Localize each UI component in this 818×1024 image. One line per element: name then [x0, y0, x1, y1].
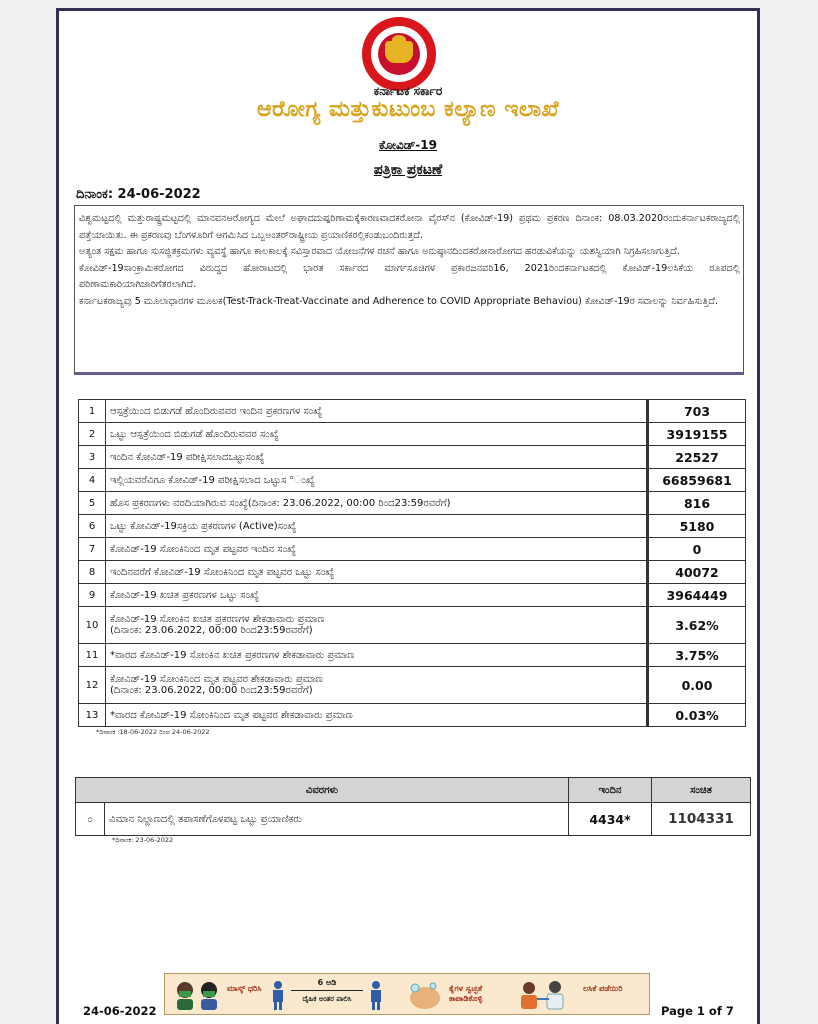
person-right-icon: [367, 980, 385, 1010]
row-label-line: ಆಸ್ಪತ್ರೆಯಿಂದ ಬಿಡುಗಡೆ ಹೊಂದಿರುವವರ ಇಂದಿನ ಪ್ರಕರಣಗಳ ಸಂಖ್ಯೆ: [110, 405, 323, 417]
row-number: 3: [79, 446, 106, 469]
person-left-icon: [269, 980, 287, 1010]
intro-paragraph: ಕೋವಿಡ್-19ಸಾಂಕ್ರಾಮಿಕರೋಗದ ವಿರುದ್ಧದ ಹೋರಾಟದಲ್ಲಿ ಭಾರತ ಸರ್ಕಾರದ ಮಾರ್ಗಸೂಚಿಗಳ ಪ್ರಕಾರಜನವರಿ16, 2021ರಿಂದಕರ್ನಾಟಕದಲ್ಲಿ ಕೋವಿಡ್-19ಲಸಿಕೆಯ ರೂಪದಲ್ಲಿ ಪರಿಣಾಮಕಾರಿಯಾಗಿಜಾರಿಗೆತರಲಾಗಿದೆ.: [79, 262, 740, 290]
table-row: [79, 561, 746, 584]
row-cumulative-value: 1104331: [652, 803, 751, 836]
table-row: [79, 704, 746, 727]
row-label: [106, 492, 648, 515]
row-number: 2: [79, 423, 106, 446]
row-value: 40072: [648, 561, 746, 584]
vaccination-icon: [515, 978, 575, 1012]
table-row: [79, 469, 746, 492]
row-number: 10: [79, 607, 106, 644]
row-label-line: *ವಾರದ ಕೋವಿಡ್-19 ಸೋಂಕಿನ ಖಚಿತ ಪ್ರಕರಣಗಳ ಶೇಕಡಾವಾರು ಪ್ರಮಾಣ: [110, 649, 355, 661]
row-value: 703: [648, 400, 746, 423]
row-number: ೦: [76, 803, 105, 836]
table-row: [79, 400, 746, 423]
row-label: [106, 400, 648, 423]
row-number: 8: [79, 561, 106, 584]
row-number: 6: [79, 515, 106, 538]
row-label-line: ಕೋವಿಡ್-19 ಸೋಂಕಿನಿಂದ ಮೃತ ಪಟ್ಟವರ ಇಂದಿನ ಸಂಖ್ಯೆ: [110, 543, 297, 555]
row-label: [106, 607, 648, 644]
covid-stats-table: [78, 399, 746, 727]
footer-date: 24-06-2022: [83, 1004, 157, 1018]
table-row: [79, 644, 746, 667]
row-value: 3.75%: [648, 644, 746, 667]
row-value: 3.62%: [648, 607, 746, 644]
intro-paragraph: ಕರ್ನಾಟಕರಾಜ್ಯವು 5 ಮೂಲಾಧಾರಗಳ ಮೂಲಕ(Test-Track-Treat-Vaccinate and Adherence to COVID Appropriate Behaviou) ಕೋವಿಡ್-19ರ ಸವಾಲನ್ನು ನಿರ್ವಹಿಸುತ್ತಿದೆ.: [79, 295, 719, 307]
row-label-line: ಕೋವಿಡ್-19 ಸೋಂಕಿನಿಂದ ಮೃತ ಪಟ್ಟವರ ಶೇಕಡಾವಾರು ಪ್ರಮಾಣ: [110, 674, 323, 685]
row-label-line: ಇಂದಿನ ಕೋವಿಡ್-19 ಪರೀಕ್ಷಿಸಲಾದಒಟ್ಟುಸಂಖ್ಯೆ: [110, 451, 265, 463]
table-row: [79, 607, 746, 644]
page-number: Page 1 of 7: [661, 1004, 734, 1018]
press-release-heading: ಪತ್ರಿಕಾ ಪ್ರಕಟಣೆ: [373, 162, 443, 178]
table-row: [79, 423, 746, 446]
row-today-value: 4434*: [569, 803, 652, 836]
row-number: 13: [79, 704, 106, 727]
distance-text: ದೈಹಿಕ ಅಂತರ ಪಾಲಿಸಿ: [302, 995, 352, 1003]
table-row: [79, 492, 746, 515]
row-value: 816: [648, 492, 746, 515]
row-label: [106, 561, 648, 584]
row-number: 12: [79, 667, 106, 704]
row-number: 9: [79, 584, 106, 607]
karnataka-emblem-icon: [362, 17, 436, 91]
row-value: 5180: [648, 515, 746, 538]
header-today: ಇಂದಿನ: [569, 778, 652, 803]
row-label: [106, 423, 648, 446]
row-value: 3919155: [648, 423, 746, 446]
row-label-line: (ದಿನಾಂಕ: 23.06.2022, 00:00 ರಿಂದ23:59ರವರೆಗೆ): [110, 685, 313, 696]
row-label: [106, 469, 648, 492]
header-cumulative: ಸಂಚಿತ: [652, 778, 751, 803]
row-number: 5: [79, 492, 106, 515]
travel-footnote: *ದಿನಾಂಕ: 23-06-2022: [112, 836, 174, 844]
table-row: [79, 515, 746, 538]
intro-box: [74, 205, 744, 375]
mask-text: ಮಾಸ್ಕ್ ಧರಿಸಿ: [227, 984, 262, 993]
mask-people-icon: [173, 980, 223, 1010]
row-label: [106, 584, 648, 607]
row-label-line: ಇಲ್ಲಿಯವರೆವಿಗೂ ಕೋವಿಡ್-19 ಪರೀಕ್ಷಿಸಲಾದ ಒಟ್ಟುಸ °ಂಖ್ಯೆ: [110, 474, 315, 486]
row-number: 4: [79, 469, 106, 492]
press-release-page: [56, 8, 760, 1024]
table-row: [79, 538, 746, 561]
table-row: [79, 667, 746, 704]
row-number: 11: [79, 644, 106, 667]
row-label-line: ಒಟ್ಟು ಕೋವಿಡ್-19ಸಕ್ರಿಯ ಪ್ರಕರಣಗಳ (Active)ಸಂಖ್ಯೆ: [110, 520, 297, 532]
row-number: 7: [79, 538, 106, 561]
row-label-line: ಕೋವಿಡ್-19 ಖಚಿತ ಪ್ರಕರಣಗಳ ಒಟ್ಟು ಸಂಖ್ಯೆ: [110, 589, 260, 601]
intro-paragraph: ವಿಶ್ವಮಟ್ಟದಲ್ಲಿ ಮತ್ತುರಾಷ್ಟ್ರಮಟ್ಟದಲ್ಲಿ ಮಾನವನಆರೋಗ್ಯದ ಮೇಲೆ ಅಘಾದದುಷ್ಪರಿಣಾಮಕ್ಕೆಕಾರಣವಾದಕರೋನಾ ವೈರಸ್‌ನ (ಕೋವಿಡ್-19) ಪ್ರಥಮ ಪ್ರಕರಣ ದಿನಾಂಕ: 08.03.2020ರಂದುಕರ್ನಾಟಕರಾಜ್ಯದಲ್ಲಿ ಪತ್ತೆಯಾಯಿತು. ಈ ಪ್ರಕರಣವು ಬೆಂಗಳೂರಿಗೆ ಆಗಮಿಸಿದ ಒಬ್ಬಅಂತರ್‌ರಾಷ್ಟ್ರೀಯ ಪ್ರಯಾಣಿಕರಲ್ಲಿಕಂಡುಬಂದಿರುತ್ತದೆ.: [79, 213, 740, 241]
header-details: ವಿವರಗಳು: [76, 778, 569, 803]
covid-heading: ಕೋವಿಡ್-19: [379, 138, 437, 152]
row-label-line: (ದಿನಾಂಕ: 23.06.2022, 00:00 ರಿಂದ23:59ರವರೆಗೆ): [110, 625, 313, 636]
distance-arrow-icon: [291, 990, 363, 991]
row-value: 0: [648, 538, 746, 561]
row-label: [106, 704, 648, 727]
row-label: [106, 446, 648, 469]
hand-hygiene-text: ಕೈಗಳ ಸ್ವಚ್ಛತೆ ಕಾಪಾಡಿಕೊಳ್ಳಿ: [449, 984, 483, 1003]
row-label-line: ಕೋವಿಡ್-19 ಸೋಂಕಿನ ಖಚಿತ ಪ್ರಕರಣಗಳ ಶೇಕಡಾವಾರು ಪ್ರಮಾಣ: [110, 614, 325, 625]
distance-label: 6 ಅಡಿ: [317, 978, 337, 987]
row-label-line: *ವಾರದ ಕೋವಿಡ್-19 ಸೋಂಕಿನಿಂದ ಮೃತ ಪಟ್ಟವರ ಶೇಕಡಾವಾರು ಪ್ರಮಾಣ: [110, 709, 353, 721]
row-value: 0.03%: [648, 704, 746, 727]
airport-screening-table: [75, 777, 751, 836]
row-value: 66859681: [648, 469, 746, 492]
hand-wash-icon: [405, 978, 445, 1012]
covid-appropriate-behaviour-banner: [164, 973, 650, 1015]
row-number: 1: [79, 400, 106, 423]
table-row: [79, 584, 746, 607]
row-label: [106, 644, 648, 667]
row-label-line: ಹೊಸ ಪ್ರಕರಣಗಳು ವರದಿಯಾಗಿರುವ ಸಂಖ್ಯೆ(ದಿನಾಂಕ: 23.06.2022, 00:00 ರಿಂದ23:59ರವರೆಗೆ): [110, 497, 451, 509]
row-label: [106, 667, 648, 704]
row-value: 3964449: [648, 584, 746, 607]
row-label: ವಿಮಾನ ನಿಲ್ದಾಣದಲ್ಲಿ ತಪಾಸಣೆಗೊಳಪಟ್ಟ ಒಟ್ಟು ಪ್ರಯಾಣಿಕರು: [105, 803, 569, 836]
row-label: [106, 538, 648, 561]
vaccine-text: ಲಸಿಕೆ ಪಡೆಯಿರಿ: [583, 984, 623, 993]
stats-footnote: *ದಿನಾಂಕ :18-06-2022 ರಿಂದ 24-06-2022: [96, 728, 210, 736]
row-value: 22527: [648, 446, 746, 469]
row-label-line: ಒಟ್ಟು ಆಸ್ಪತ್ರೆಯಿಂದ ಬಿಡುಗಡೆ ಹೊಂದಿರುವವರ ಸಂಖ್ಯೆ: [110, 428, 279, 440]
department-title: ಆರೋಗ್ಯ ಮತ್ತುಕುಟುಂಬ ಕಲ್ಯಾಣ ಇಲಾಖೆ: [257, 97, 559, 122]
row-label: [106, 515, 648, 538]
row-value: 0.00: [648, 667, 746, 704]
table-row: [76, 803, 751, 836]
release-date: ದಿನಾಂಕ: 24-06-2022: [76, 187, 201, 202]
table-row: [79, 446, 746, 469]
intro-paragraph: ಅತ್ಯಂತ ಸಕ್ಷಮ ಹಾಗೂ ಸುಸಜ್ಜಿತಕ್ರಮಗಳು ವ್ಯವಸ್ಥೆ ಹಾಗೂ ಕಾಲಕಾಲಕ್ಕೆ ಸವಿಸ್ತಾರವಾದ ಯೋಜನೆಗಳ ರಚನೆ ಹಾಗೂ ಅನುಷ್ಠಾನದಿಂದಕರೋನಾರೋಗದ ಹರಡುವಿಕೆಯನ್ನು ಯಶಸ್ವಿಯಾಗಿ ನಿಗ್ರಹಿಸಲಾಗುತ್ತಿದೆ.: [79, 246, 680, 257]
government-subtitle: ಕರ್ನಾಟಕ ಸರ್ಕಾರ: [373, 84, 443, 98]
row-label-line: ಇಂದಿನವರೆಗೆ ಕೋವಿಡ್-19 ಸೋಂಕಿನಿಂದ ಮೃತ ಪಟ್ಟವರ ಒಟ್ಟು ಸಂಖ್ಯೆ: [110, 566, 335, 578]
